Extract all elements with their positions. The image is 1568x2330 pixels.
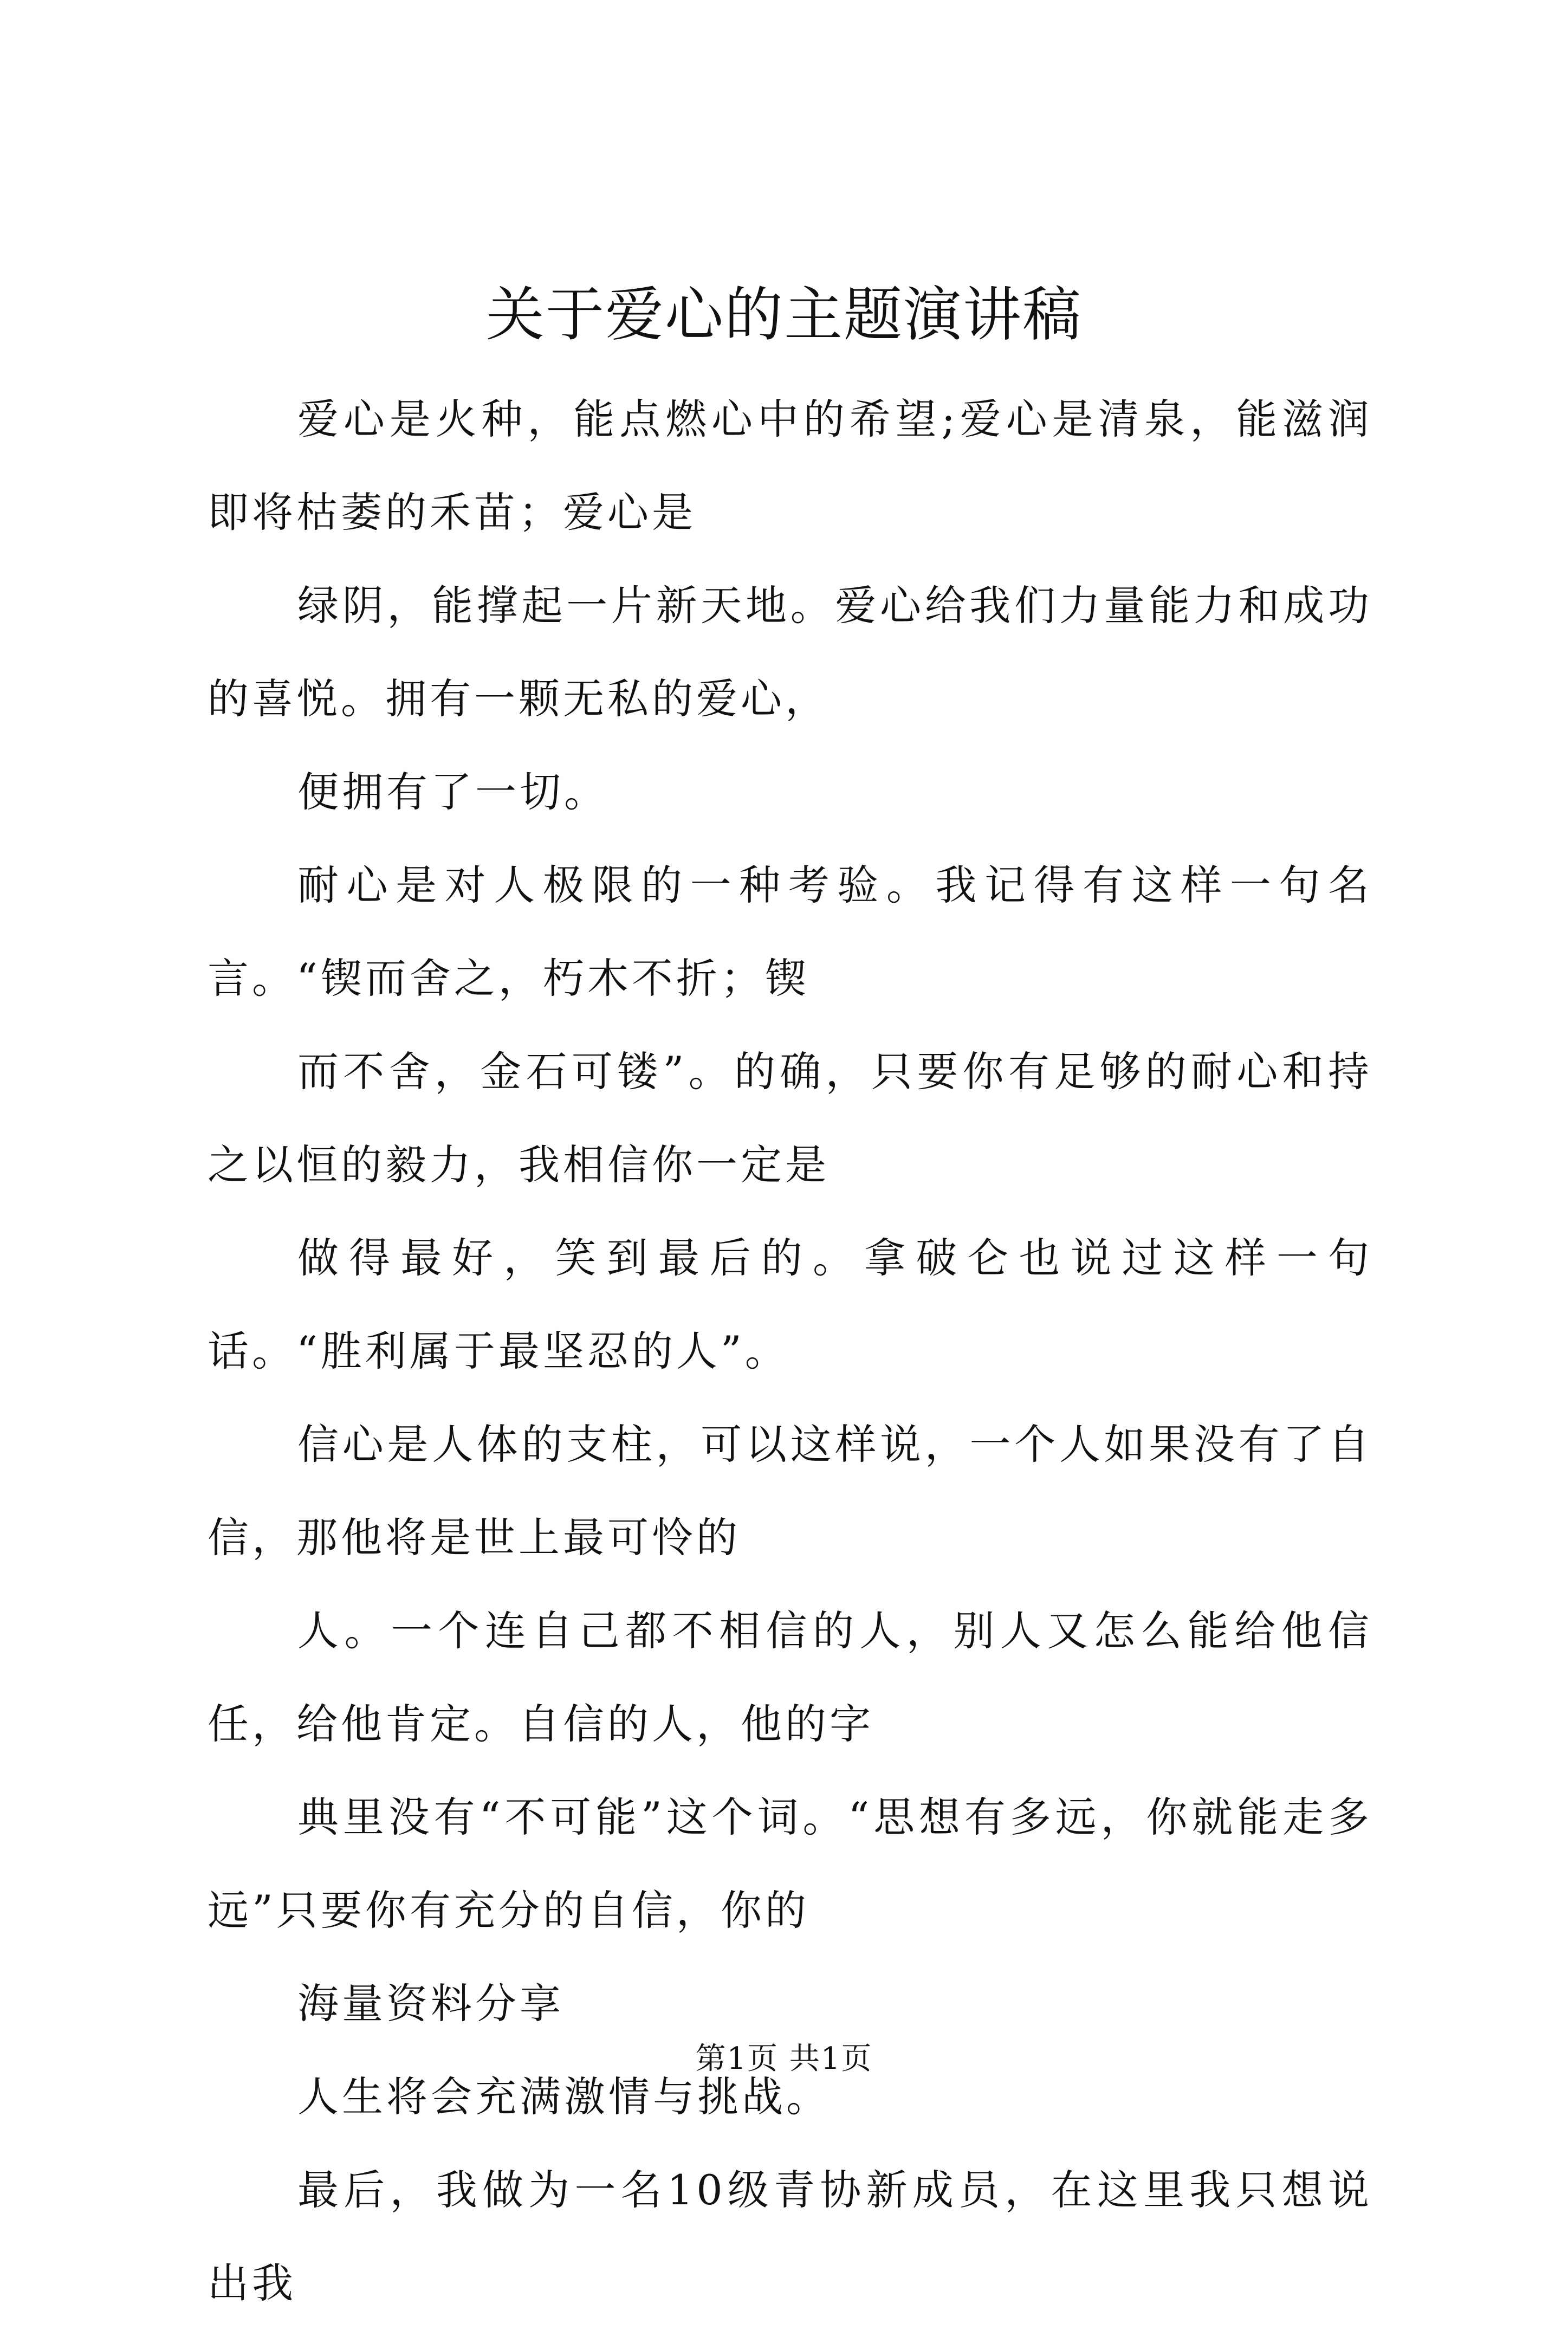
paragraph-4: 耐心是对人极限的一种考验。我记得有这样一句名言。“锲而舍之，朽木不折；锲 — [208, 861, 1372, 1002]
paragraph-7: 信心是人体的支柱，可以这样说，一个人如果没有了自信，那他将是世上最可怜的 — [208, 1420, 1372, 1562]
paragraph-10: 海量资料分享 — [297, 1979, 564, 2028]
paragraph-5: 而不舍，金石可镂”。的确，只要你有足够的耐心和持之以恒的毅力，我相信你一定是 — [208, 1047, 1372, 1189]
paragraph-6: 做得最好，笑到最后的。拿破仑也说过这样一句话。“胜利属于最坚忍的人”。 — [208, 1234, 1372, 1375]
paragraph-2: 绿阴，能撑起一片新天地。爱心给我们力量能力和成功的喜悦。拥有一颗无私的爱心， — [208, 581, 1372, 723]
paragraph-1: 爱心是火种，能点燃心中的希望;爱心是清泉，能滋润即将枯萎的禾苗；爱心是 — [208, 395, 1372, 536]
paragraph-8: 人。一个连自己都不相信的人，别人又怎么能给他信任，给他肯定。自信的人，他的字 — [208, 1607, 1372, 1748]
paragraph-3: 便拥有了一切。 — [297, 768, 608, 816]
paragraph-11: 人生将会充满激情与挑战。 — [297, 2073, 831, 2121]
paragraph-12: 最后，我做为一名10级青协新成员，在这里我只想说出我 — [208, 2166, 1372, 2307]
paragraph-9: 典里没有“不可能”这个词。“思想有多远，你就能走多远”只要你有充分的自信，你的 — [208, 1793, 1372, 1934]
document-title: 关于爱心的主题演讲稿 — [485, 281, 1082, 349]
page-number-footer: 第1页 共1页 — [695, 2041, 873, 2076]
document-body — [208, 373, 1372, 2330]
